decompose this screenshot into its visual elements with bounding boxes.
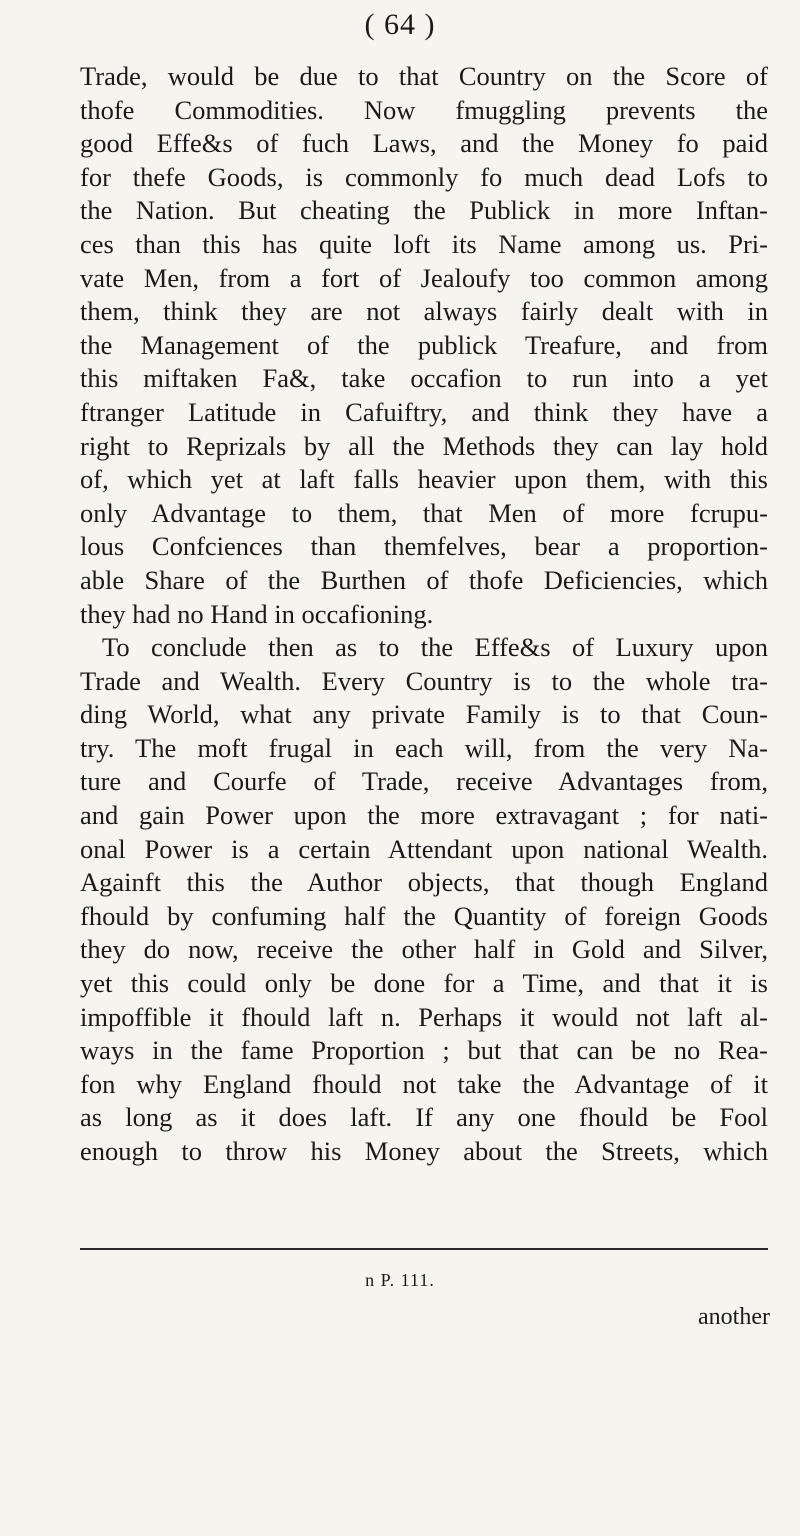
text-line: they do now, receive the other half in Gold and Silver, — [80, 934, 768, 965]
text-line: vate Men, from a fort of Jealoufy too common among — [80, 262, 768, 293]
text-line: able Share of the Burthen of thofe Deficiencies, which — [80, 564, 768, 595]
text-line: only Advantage to them, that Men of more fcrupu- — [80, 497, 768, 528]
text-line: as long as it does laft. If any one fhould be Fool — [80, 1102, 768, 1133]
text-line: To conclude then as to the Effe&s of Luxury upon — [102, 632, 768, 663]
text-line: ture and Courfe of Trade, receive Advantages from, — [80, 766, 768, 797]
text-line: good Effe&s of fuch Laws, and the Money fo paid — [80, 128, 768, 159]
text-line: enough to throw his Money about the Streets, which — [80, 1136, 768, 1166]
text-line: for thefe Goods, is commonly fo much dead Lofs to — [80, 161, 768, 192]
text-line: ways in the fame Proportion ; but that can be no Rea- — [80, 1035, 768, 1066]
page-number: ( 64 ) — [364, 8, 436, 41]
text-line: they had no Hand in occafioning. — [80, 598, 434, 629]
text-line: right to Reprizals by all the Methods they can lay hold — [80, 430, 768, 461]
catchword: another — [698, 1304, 770, 1330]
text-line: fhould by confuming half the Quantity of foreign Goods — [80, 900, 768, 931]
text-line: this miftaken Fa&, take occafion to run into a yet — [80, 363, 768, 394]
footnote: n P. 111. — [365, 1270, 435, 1290]
text-line: try. The moft frugal in each will, from the very Na- — [80, 732, 768, 763]
text-line: Trade and Wealth. Every Country is to the whole tra- — [80, 665, 768, 696]
text-line: thofe Commodities. Now fmuggling prevents the — [80, 94, 768, 125]
text-line: fon why England fhould not take the Advantage of it — [80, 1068, 768, 1099]
text-line: impoffible it fhould laft n. Perhaps it would not laft al- — [80, 1001, 768, 1032]
text-line: onal Power is a certain Attendant upon national Wealth. — [80, 833, 768, 864]
footnote-divider — [80, 1248, 768, 1250]
text-line: the Nation. But cheating the Publick in more Inftan- — [80, 195, 768, 226]
text-line: yet this could only be done for a Time, and that it is — [80, 968, 768, 999]
text-line: them, think they are not always fairly dealt with in — [80, 296, 768, 327]
text-line: ces than this has quite loft its Name among us. Pri- — [80, 228, 768, 259]
text-line: and gain Power upon the more extravagant ; for nati- — [80, 800, 768, 831]
text-line: Trade, would be due to that Country on the Score of — [80, 61, 768, 91]
text-line: ftranger Latitude in Cafuiftry, and think they have a — [80, 396, 768, 427]
body-text — [80, 60, 768, 1169]
text-line: ding World, what any private Family is to that Coun- — [80, 699, 768, 730]
text-line: lous Confciences than themfelves, bear a proportion- — [80, 531, 768, 562]
text-line: of, which yet at laft falls heavier upon them, with this — [80, 464, 768, 495]
text-line: the Management of the publick Treafure, and from — [80, 329, 768, 360]
text-line: Againft this the Author objects, that though England — [80, 867, 768, 898]
